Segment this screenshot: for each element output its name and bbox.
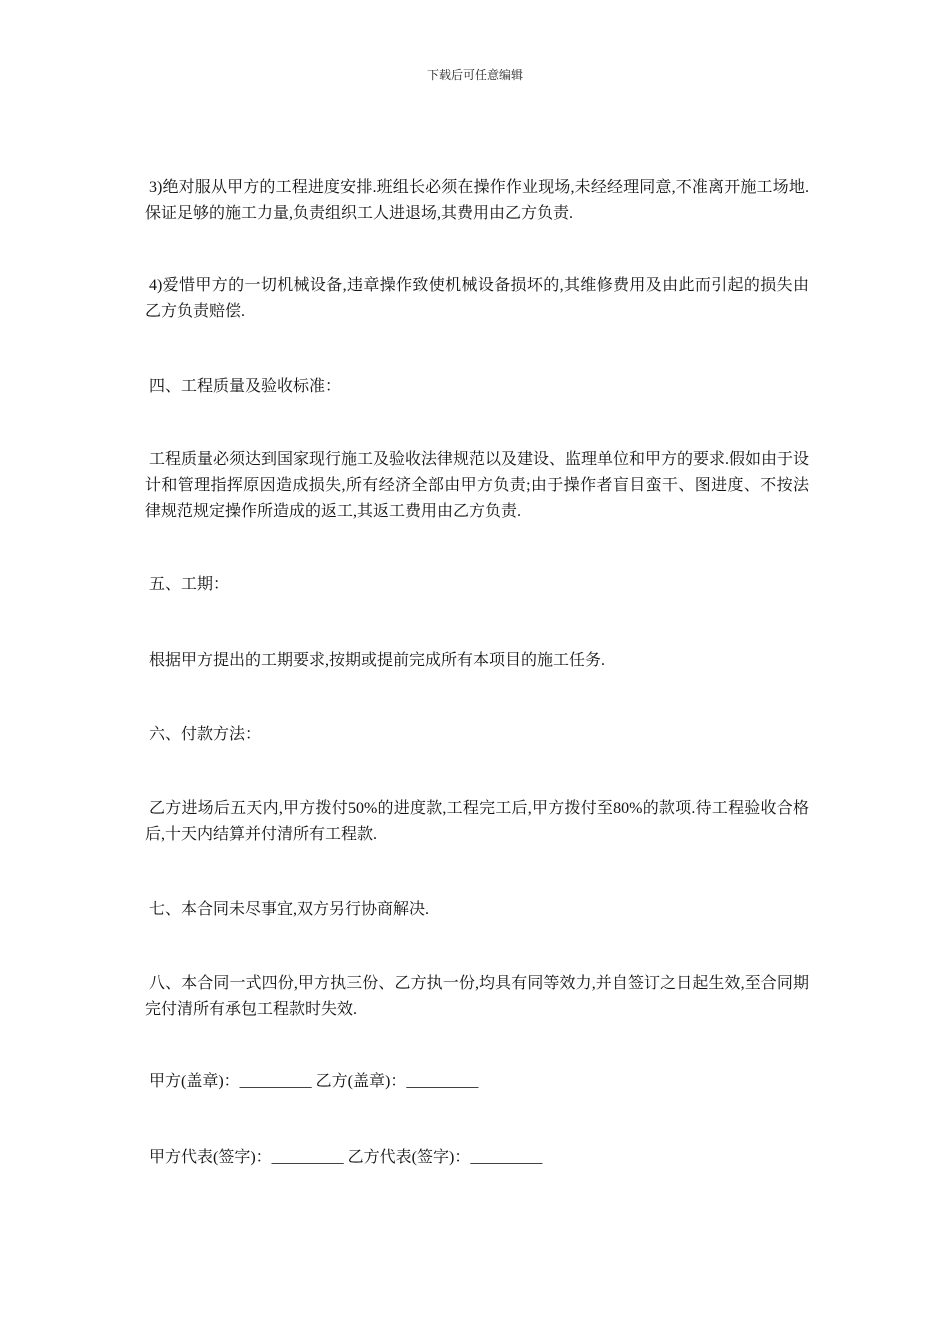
clause-3-obey-schedule: 3)绝对服从甲方的工程进度安排.班组长必须在操作作业现场,未经经理同意,不准离开施工场地.保证足够的施工力量,负责组织工人进退场,其费用由乙方负责.	[145, 179, 809, 222]
schedule-text: 根据甲方提出的工期要求,按期或提前完成所有本项目的施工任务.	[149, 652, 606, 669]
page-header-note: 下载后可任意编辑	[426, 68, 523, 82]
quality-standard-text: 工程质量必须达到国家现行施工及验收法律规范以及建设、监理单位和甲方的要求.假如由于设计和管理指挥原因造成损失,所有经济全部由甲方负责;由于操作者盲目蛮干、图进度、不按法律规范规定操作所造成的返工,其返工费用由乙方负责.	[145, 451, 810, 520]
section-heading-payment: 六、付款方法：	[149, 726, 262, 743]
payment-text: 乙方进场后五天内,甲方拨付50%的进度款,工程完工后,甲方拨付至80%的款项.待工程验收合格后,十天内结算并付清所有工程款.	[145, 800, 809, 843]
clause-8-copies-validity: 八、本合同一式四份,甲方执三份、乙方执一份,均具有同等效力,并自签订之日起生效,至合同期完付清所有承包工程款时失效.	[145, 975, 809, 1018]
clause-4-equipment-care: 4)爱惜甲方的一切机械设备,违章操作致使机械设备损坏的,其维修费用及由此而引起的损失由乙方负责赔偿.	[145, 277, 809, 320]
section-heading-quality: 四、工程质量及验收标准：	[149, 378, 342, 395]
seal-signature-line: 甲方(盖章)：_________ 乙方(盖章)：_________	[149, 1073, 479, 1090]
section-heading-schedule: 五、工期：	[149, 576, 230, 593]
clause-7-unresolved-matters: 七、本合同未尽事宜,双方另行协商解决.	[149, 901, 430, 918]
representative-signature-line: 甲方代表(签字)：_________ 乙方代表(签字)：_________	[149, 1149, 543, 1166]
